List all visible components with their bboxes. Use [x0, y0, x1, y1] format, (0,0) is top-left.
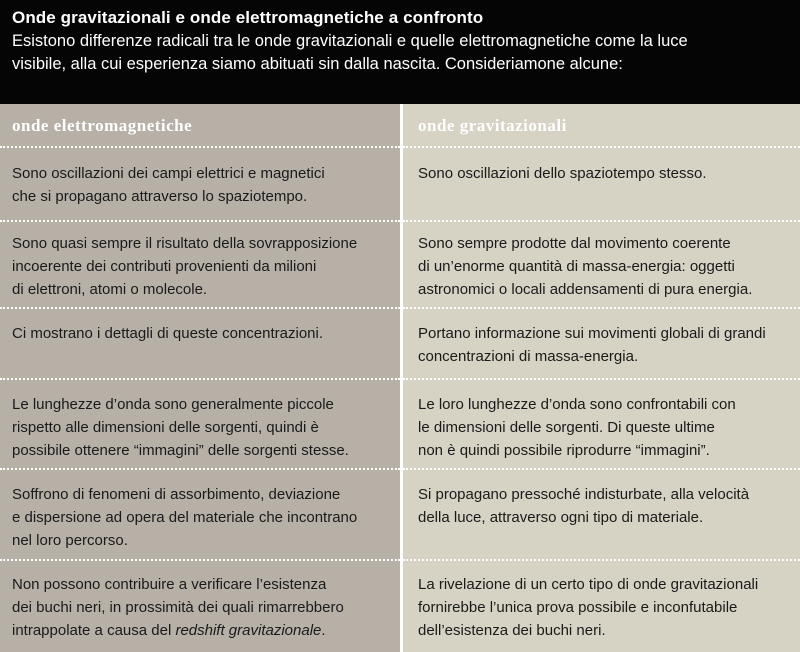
cell-line: Sono quasi sempre il risultato della sovrapposizione — [12, 235, 358, 252]
header-box — [0, 0, 800, 104]
cell-line: le dimensioni delle sorgenti. Di queste ultime — [418, 419, 715, 436]
cell-line: Sono oscillazioni dello spaziotempo stesso. — [418, 165, 707, 182]
cell-line: astronomici o locali addensamenti di pura energia. — [418, 281, 753, 298]
dotted-divider — [0, 378, 400, 380]
cell-line: Non possono contribuire a verificare l’esistenza — [12, 576, 327, 593]
cell-line: fornirebbe l’unica prova possibile e inconfutabile — [418, 599, 738, 616]
intro-text — [12, 30, 790, 76]
dotted-divider — [403, 468, 800, 470]
cell-line: Portano informazione sui movimenti globali di grandi — [418, 325, 766, 342]
cell-line: dell’esistenza dei buchi neri. — [418, 622, 606, 639]
column-heading-electromagnetic: onde elettromagnetiche — [12, 116, 193, 135]
cell-line: di elettroni, atomi o molecole. — [12, 281, 208, 298]
table-cell — [418, 393, 788, 462]
cell-line: Sono oscillazioni dei campi elettrici e magnetici — [12, 165, 325, 182]
cell-line: La rivelazione di un certo tipo di onde gravitazionali — [418, 576, 759, 593]
table-cell — [12, 393, 384, 462]
page-title: Onde gravitazionali e onde elettromagnetiche a confronto — [12, 8, 484, 27]
dotted-divider — [0, 468, 400, 470]
cell-line: e dispersione ad opera del materiale che incontrano — [12, 509, 358, 526]
dotted-divider — [403, 146, 800, 148]
dotted-divider — [403, 559, 800, 561]
table-cell — [418, 162, 788, 185]
cell-line: concentrazioni di massa-energia. — [418, 348, 639, 365]
dotted-divider — [0, 146, 400, 148]
table-cell — [12, 322, 384, 345]
dotted-divider — [0, 220, 400, 222]
cell-text: . — [321, 622, 326, 639]
cell-line: che si propagano attraverso lo spaziotempo. — [12, 188, 308, 205]
cell-line: Si propagano pressoché indisturbate, alla velocità — [418, 486, 750, 503]
table-cell — [12, 573, 384, 642]
cell-text: intrappolate a causa del — [12, 622, 176, 639]
column-gravitational — [403, 104, 800, 652]
table-cell — [418, 483, 788, 529]
table-cell — [12, 483, 384, 552]
dotted-divider — [0, 307, 400, 309]
cell-line: possibile ottenere “immagini” delle sorgenti stesse. — [12, 442, 349, 459]
column-heading-gravitational: onde gravitazionali — [418, 116, 567, 135]
cell-line: Sono sempre prodotte dal movimento coerente — [418, 235, 731, 252]
intro-line: visibile, alla cui esperienza siamo abituati sin dalla nascita. Consideriamone alcune: — [12, 55, 623, 73]
table-cell — [12, 232, 384, 301]
cell-line: Le lunghezze d’onda sono generalmente piccole — [12, 396, 334, 413]
cell-line: Soffrono di fenomeni di assorbimento, deviazione — [12, 486, 341, 503]
table-cell — [418, 573, 788, 642]
dotted-divider — [0, 559, 400, 561]
table-cell — [418, 232, 788, 301]
cell-line: incoerente dei contributi provenienti da milioni — [12, 258, 317, 275]
table-cell — [418, 322, 788, 368]
dotted-divider — [403, 220, 800, 222]
italic-term: redshift gravitazionale — [175, 622, 322, 639]
dotted-divider — [403, 307, 800, 309]
dotted-divider — [403, 378, 800, 380]
cell-line: non è quindi possibile riprodurre “immagini”. — [418, 442, 710, 459]
cell-line — [12, 619, 384, 642]
column-electromagnetic — [0, 104, 400, 652]
cell-line: rispetto alle dimensioni delle sorgenti, quindi è — [12, 419, 319, 436]
cell-line: Ci mostrano i dettagli di queste concentrazioni. — [12, 325, 324, 342]
cell-line: dei buchi neri, in prossimità dei quali rimarrebbero — [12, 599, 344, 616]
table-cell — [12, 162, 384, 208]
cell-line: nel loro percorso. — [12, 532, 128, 549]
cell-line: della luce, attraverso ogni tipo di materiale. — [418, 509, 704, 526]
cell-line: di un’enorme quantità di massa-energia: oggetti — [418, 258, 735, 275]
intro-line: Esistono differenze radicali tra le onde gravitazionali e quelle elettromagnetiche come la luce — [12, 32, 688, 50]
cell-line: Le loro lunghezze d’onda sono confrontabili con — [418, 396, 736, 413]
